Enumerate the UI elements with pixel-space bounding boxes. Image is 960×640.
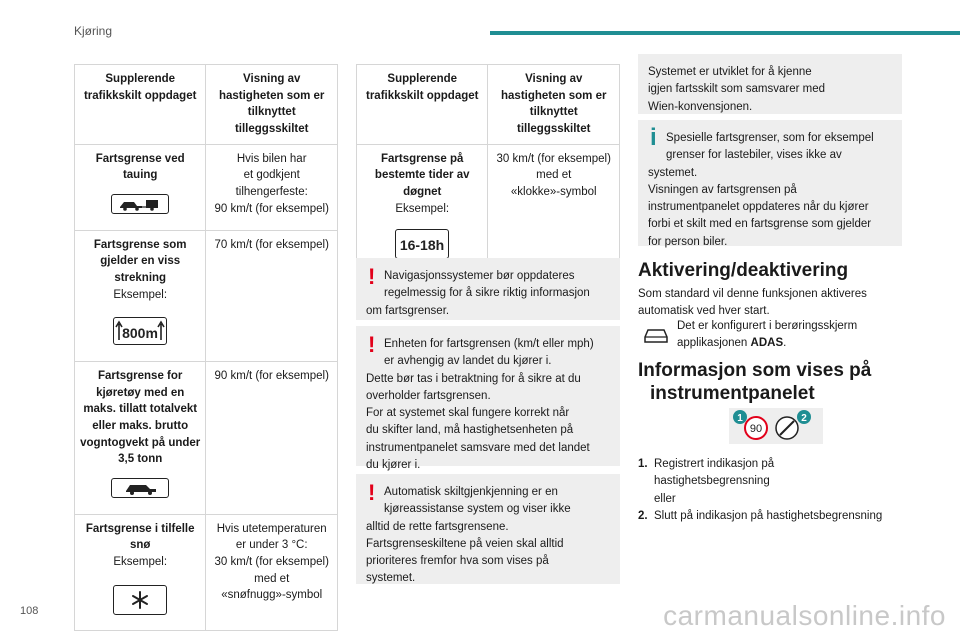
legend-list xyxy=(638,456,902,525)
list-item xyxy=(638,456,902,508)
desc-line: er under 3 °C: xyxy=(235,539,308,552)
info-box-vienna xyxy=(638,54,902,114)
note-line: systemet. xyxy=(366,572,416,585)
para-line: Som standard vil denne funksjonen aktiveres xyxy=(638,288,867,300)
row-towing xyxy=(75,144,206,230)
desc-line: «klokke»-symbol xyxy=(510,186,597,199)
para-line xyxy=(677,335,902,352)
list-line: Registrert indikasjon på xyxy=(654,458,775,470)
note-line: For at systemet skal fungere korrekt når xyxy=(366,407,570,419)
list-line: eller xyxy=(654,492,676,505)
note-line: systemet. xyxy=(648,166,698,179)
activation-text xyxy=(638,286,902,321)
desc-line: tilhengerfeste: xyxy=(235,186,308,199)
driving-car-icon xyxy=(640,322,672,348)
col2-header: Visning av hastigheten som er tilknyttet tilleggsskiltet xyxy=(488,65,620,145)
page-number: 108 xyxy=(20,605,39,617)
row-example-label: Eksempel: xyxy=(113,556,168,569)
heading-activation: Aktivering/deaktivering xyxy=(638,260,849,281)
note-line: grenser for lastebiler, vises ikke av xyxy=(666,149,842,162)
snowflake-sign-icon xyxy=(113,585,167,615)
list-line: hastighetsbegrensning xyxy=(654,475,770,488)
para-line: Det er konfigurert i berøringsskjerm xyxy=(677,320,858,332)
note-sign-recognition xyxy=(356,474,620,584)
note-line: for person biler. xyxy=(648,235,728,248)
list-line: Slutt på indikasjon på hastighetsbegrensning xyxy=(654,509,883,522)
list-number: 1. xyxy=(638,458,648,470)
callout-2-label: 2 xyxy=(801,413,807,424)
warning-icon: ! xyxy=(368,480,376,505)
col2-header: Visning av hastigheten som er tilknyttet tilleggsskiltet xyxy=(206,65,338,145)
desc-line: Hvis utetemperaturen xyxy=(216,522,327,535)
info-icon: i xyxy=(650,124,657,151)
desc-line: 70 km/t (for eksempel) xyxy=(214,238,329,251)
section-title: Kjøring xyxy=(74,24,113,38)
row-example-label: Eksempel: xyxy=(395,202,450,215)
info-box-special-limits xyxy=(638,120,902,246)
note-line: Spesielle fartsgrenser, som for eksempel xyxy=(666,132,874,144)
towing-sign-icon xyxy=(111,194,169,214)
row-distance-desc xyxy=(206,230,338,361)
desc-line: et godkjent xyxy=(243,169,300,182)
header-accent-bar xyxy=(490,31,960,35)
callout-1-label: 1 xyxy=(737,413,743,424)
note-line: Dette bør tas i betraktning for å sikre at du xyxy=(366,372,581,385)
adas-label: ADAS xyxy=(750,337,784,350)
row-weight-desc xyxy=(206,362,338,515)
note-line: alltid de rette fartsgrensene. xyxy=(366,520,509,533)
row-title: Fartsgrense på bestemte tider av døgnet xyxy=(374,152,470,199)
note-line: Navigasjonssystemer bør oppdateres xyxy=(384,270,575,282)
row-snow-desc xyxy=(206,514,338,631)
list-item xyxy=(638,508,902,525)
note-navigation xyxy=(356,258,620,320)
note-line: Systemet er utviklet for å kjenne xyxy=(648,66,812,78)
note-line: Fartsgrenseskiltene på veien skal alltid xyxy=(366,537,564,550)
time-sign-icon xyxy=(395,229,449,259)
warning-icon: ! xyxy=(368,332,376,357)
desc-line: 30 km/t (for eksempel) xyxy=(496,152,611,165)
display-speed: 90 xyxy=(749,423,763,435)
note-line: du skifter land, må hastighetsenheten på xyxy=(366,424,574,437)
touchscreen-text xyxy=(677,318,902,353)
note-line: regelmessig for å sikre riktig informasjon xyxy=(384,287,590,300)
para-line: automatisk ved hver start. xyxy=(638,305,770,318)
mid-sign-table xyxy=(356,64,620,276)
desc-line: 90 km/t (for eksempel) xyxy=(214,370,329,383)
row-title: Fartsgrense i tilfelle snø xyxy=(85,522,195,552)
left-sign-table xyxy=(74,64,338,631)
desc-line: med et xyxy=(536,169,572,182)
desc-line: Hvis bilen har xyxy=(236,152,307,165)
row-example-label: Eksempel: xyxy=(113,288,168,301)
row-title: Fartsgrense for kjøretøy med en maks. tillatt totalvekt eller maks. brutto vogntogvekt på under 3,5 tonn xyxy=(80,370,201,466)
note-line: Visningen av fartsgrensen på xyxy=(648,183,797,196)
note-line: kjøreassistanse system og viser ikke xyxy=(384,503,571,516)
row-time-desc xyxy=(488,144,620,275)
note-line: er avhengig av landet du kjører i. xyxy=(384,355,552,368)
note-line: Automatisk skiltgjenkjenning er en xyxy=(384,486,558,498)
row-weight xyxy=(75,362,206,515)
note-line: du kjører i. xyxy=(366,458,421,471)
row-time xyxy=(357,144,488,275)
car-sign-icon xyxy=(111,478,169,498)
distance-sign-text: 800m xyxy=(122,325,159,342)
text-span: applikasjonen xyxy=(677,337,751,350)
col1-header: Supplerende trafikkskilt oppdaget xyxy=(75,65,206,145)
desc-line: med et xyxy=(254,572,290,585)
note-line: Wien-konvensjonen. xyxy=(648,100,753,113)
row-title: Fartsgrense ved tauing xyxy=(95,152,185,182)
note-line: prioriteres fremfor hva som vises på xyxy=(366,555,549,567)
note-line: Enheten for fartsgrensen (km/t eller mph) xyxy=(384,338,594,350)
heading-line: Informasjon som vises på xyxy=(638,360,872,381)
text-span: . xyxy=(783,337,787,350)
row-snow xyxy=(75,514,206,631)
time-sign-text: 16-18h xyxy=(400,237,445,254)
desc-line: 90 km/t (for eksempel) xyxy=(214,202,329,215)
instrument-display xyxy=(729,408,823,444)
desc-line: «snøfnugg»-symbol xyxy=(221,589,323,602)
heading-line: instrumentpanelet xyxy=(650,382,815,404)
note-line: overholder fartsgrensen. xyxy=(366,389,491,402)
note-line: igjen fartsskilt som samsvarer med xyxy=(648,83,826,96)
row-distance xyxy=(75,230,206,361)
row-title: Fartsgrense som gjelder en viss strekning xyxy=(93,238,187,285)
note-units xyxy=(356,326,620,471)
list-number: 2. xyxy=(638,509,648,522)
desc-line: 30 km/t (for eksempel) xyxy=(214,556,329,569)
warning-icon: ! xyxy=(368,264,376,289)
watermark: carmanualsonline.info xyxy=(663,600,946,631)
note-line: instrumentpanelet samsvare med det landet xyxy=(366,441,590,454)
distance-sign-icon xyxy=(113,317,167,345)
note-line: forbi et skilt med en fartsgrense som gjelder xyxy=(648,218,872,231)
note-line: om fartsgrenser. xyxy=(366,304,450,317)
note-line: instrumentpanelet oppdateres når du kjører xyxy=(648,201,869,213)
row-towing-desc xyxy=(206,144,338,230)
col1-header: Supplerende trafikkskilt oppdaget xyxy=(357,65,488,145)
heading-info-panel xyxy=(638,360,871,406)
